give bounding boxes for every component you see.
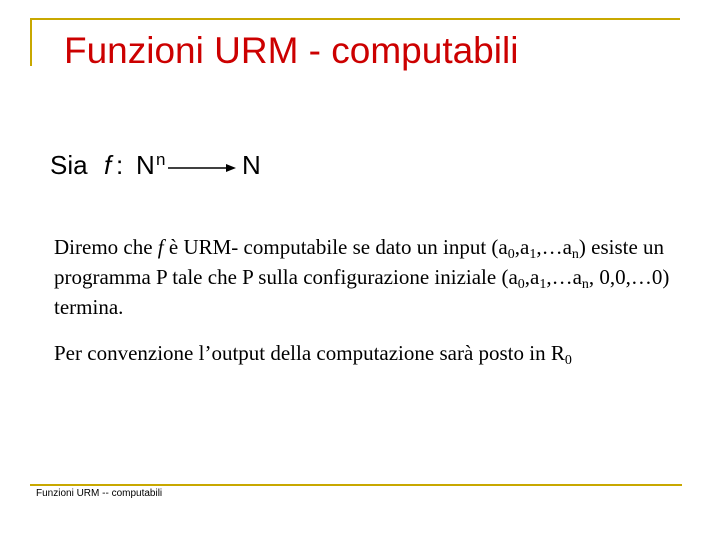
slide-footer: Funzioni URM -- computabili	[36, 488, 163, 499]
slide-title: Funzioni URM - computabili	[64, 30, 519, 71]
domain-exponent: n	[156, 150, 166, 169]
colon: :	[116, 150, 124, 180]
function-variable: f	[104, 150, 112, 180]
function-definition	[50, 150, 350, 186]
convention-paragraph: Per convenzione l’output della computazione sarà posto in $R_0$	[54, 341, 572, 368]
top-rule	[30, 18, 680, 20]
arrow-right-icon	[166, 158, 236, 178]
sia-label: Sia	[50, 150, 88, 180]
definition-paragraph: Diremo che f è URM- computabile se dato un input $(a_0,a_1,\dots a_n)$ esiste un programma P tale che P sulla configurazione iniziale ($a_0,a_1,\dots a_n$, 0,0,…0) termina.	[54, 235, 670, 319]
bottom-rule	[30, 484, 682, 486]
domain-symbol: N	[136, 150, 155, 180]
codomain-symbol: N	[242, 150, 261, 180]
left-rule	[30, 18, 32, 66]
